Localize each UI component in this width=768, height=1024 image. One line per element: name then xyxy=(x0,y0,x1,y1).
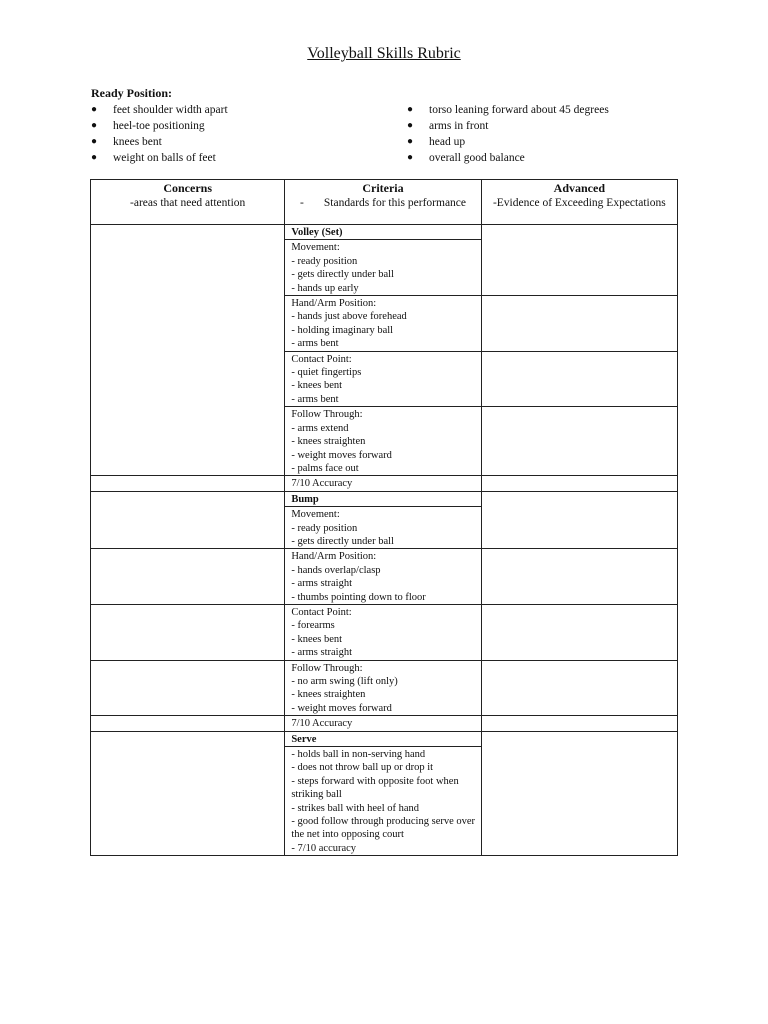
criteria-cell: Contact Point: - forearms - knees bent - arms straight xyxy=(285,604,481,660)
criteria-cell: Hand/Arm Position: - hands just above forehead - holding imaginary ball - arms bent xyxy=(285,296,481,352)
criteria-cell: - holds ball in non-serving hand - does not throw ball up or drop it - steps forward with opposite foot when striking ball - strikes ball with heel of hand - good follow through producing serve over the net into opposing court - 7/10 accuracy xyxy=(285,747,481,856)
criteria-cell: Movement: - ready position - gets directly under ball xyxy=(285,507,481,549)
advanced-cell[interactable] xyxy=(481,549,677,605)
advanced-cell[interactable] xyxy=(481,491,677,549)
concerns-cell[interactable] xyxy=(91,225,285,476)
ready-position-list-right xyxy=(407,102,609,166)
concerns-cell[interactable] xyxy=(91,476,285,491)
advanced-subtitle: -Evidence of Exceeding Expectations xyxy=(492,197,666,209)
concerns-cell[interactable] xyxy=(91,491,285,549)
criteria-subtitle: - Standards for this performance xyxy=(299,197,467,209)
advanced-cell[interactable] xyxy=(481,660,677,716)
concerns-cell[interactable] xyxy=(91,604,285,660)
list-item: ● torso leaning forward about 45 degrees xyxy=(407,104,609,116)
advanced-cell[interactable] xyxy=(481,604,677,660)
list-item: ● arms in front xyxy=(407,120,489,132)
criteria-title: Criteria xyxy=(362,181,404,195)
list-item: ● feet shoulder width apart xyxy=(91,104,228,116)
list-item: ● overall good balance xyxy=(407,152,525,164)
criteria-cell: Follow Through: - arms extend - knees straighten - weight moves forward - palms face out xyxy=(285,407,481,476)
concerns-cell[interactable] xyxy=(91,716,285,731)
table-row xyxy=(91,491,678,506)
list-item: ● weight on balls of feet xyxy=(91,152,216,164)
table-row xyxy=(91,660,678,716)
ready-position-list-left xyxy=(91,102,228,166)
bullet-icon: ● xyxy=(91,120,98,131)
list-item: ● knees bent xyxy=(91,136,162,148)
bullet-icon: ● xyxy=(91,136,98,147)
advanced-cell[interactable] xyxy=(481,225,677,296)
criteria-cell: Follow Through: - no arm swing (lift only) - knees straighten - weight moves forward xyxy=(285,660,481,716)
document-title: Volleyball Skills Rubric xyxy=(307,45,461,62)
advanced-cell[interactable] xyxy=(481,351,677,407)
bullet-icon: ● xyxy=(407,120,414,131)
criteria-cell: Hand/Arm Position: - hands overlap/clasp - arms straight - thumbs pointing down to floor xyxy=(285,549,481,605)
table-row xyxy=(91,225,678,240)
advanced-header xyxy=(481,180,677,225)
bullet-icon: ● xyxy=(407,152,414,163)
rubric-table xyxy=(90,179,678,856)
concerns-cell[interactable] xyxy=(91,731,285,856)
list-item: ● head up xyxy=(407,136,466,148)
bullet-icon: ● xyxy=(91,104,98,115)
criteria-cell: Contact Point: - quiet fingertips - knees bent - arms bent xyxy=(285,351,481,407)
ready-position-heading: Ready Position: xyxy=(91,86,172,100)
concerns-subtitle: -areas that need attention xyxy=(130,197,246,209)
concerns-title: Concerns xyxy=(163,181,212,195)
advanced-cell[interactable] xyxy=(481,407,677,476)
list-item: ● heel-toe positioning xyxy=(91,120,205,132)
advanced-title: Advanced xyxy=(553,181,605,195)
advanced-cell[interactable] xyxy=(481,716,677,731)
criteria-cell: Movement: - ready position - gets directly under ball - hands up early xyxy=(285,240,481,296)
table-row xyxy=(91,476,678,491)
concerns-cell[interactable] xyxy=(91,660,285,716)
criteria-header xyxy=(285,180,481,225)
table-row xyxy=(91,731,678,746)
table-row xyxy=(91,604,678,660)
bullet-icon: ● xyxy=(407,136,414,147)
bullet-icon: ● xyxy=(407,104,414,115)
concerns-header xyxy=(91,180,285,225)
bullet-icon: ● xyxy=(91,152,98,163)
criteria-cell: Bump xyxy=(285,491,481,506)
criteria-cell: Serve xyxy=(285,731,481,746)
advanced-cell[interactable] xyxy=(481,476,677,491)
concerns-cell[interactable] xyxy=(91,549,285,605)
criteria-cell: 7/10 Accuracy xyxy=(285,476,481,491)
criteria-cell: 7/10 Accuracy xyxy=(285,716,481,731)
table-header-row xyxy=(91,180,678,225)
advanced-cell[interactable] xyxy=(481,731,677,856)
advanced-cell[interactable] xyxy=(481,296,677,352)
criteria-cell: Volley (Set) xyxy=(285,225,481,240)
table-row xyxy=(91,549,678,605)
table-row xyxy=(91,716,678,731)
